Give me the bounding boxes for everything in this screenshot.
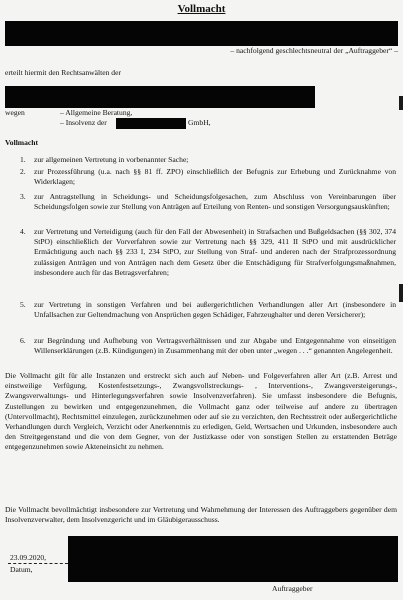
- wegen-item-company-suffix: GmbH,: [188, 118, 211, 127]
- date-label: Datum,: [10, 565, 33, 574]
- list-item-text: zur Prozessführung (u.a. nach §§ 81 ff. ZPO) einschließlich der Befugnis zur Erhebung und Zurücknahme von Widerklagen;: [34, 167, 396, 187]
- document-title: Vollmacht: [177, 3, 226, 15]
- redacted-client-name: [5, 21, 398, 46]
- list-item-text: zur Vertretung und Verteidigung (auch für den Fall der Abwesenheit) in Strafsachen und Bußgeldsachen (§§ 302, 374 StPO) einschließlich der Vorverfahren sowie zur Vertretung nach §§ 329, 411 II StPO und mit ausdrücklicher Ermächtigung auch nach §§ 233 I, 234 StPO, zur Stellung von Straf- und anderen nach der Strafprozessordnung zulässigen Anträgen und von Anträgen nach dem Gesetz über die Entschädigung für Strafverfolgungsmaßnahmen, insbesondere auch für das Betragsverfahren;: [34, 227, 396, 277]
- redacted-company-name: [116, 118, 186, 129]
- list-item-text: zur allgemeinen Vertretung in vorbenannter Sache;: [34, 155, 189, 164]
- list-item-number: 6.: [20, 336, 26, 345]
- list-item-number: 1.: [20, 155, 26, 164]
- list-item: [20, 300, 396, 332]
- list-item: [20, 227, 396, 289]
- list-item: [20, 336, 396, 368]
- list-item-text: zur Antragstellung in Scheidungs- und Scheidungsfolgesachen, zum Abschluss von Vereinbarungen über Scheidungsfolgen sowie zur Stellung von Anträgen auf Erteilung von Renten- und sonstigen Versorgungsauskünften;: [34, 192, 396, 212]
- list-item: [20, 192, 396, 224]
- list-item-text: zur Vertretung in sonstigen Verfahren und bei außergerichtlichen Verhandlungen aller Art (insbesondere in Unfallsachen zur Geltendmachung von Ansprüchen gegen Schädiger, Fahrzeughalter und deren Versicherer);: [34, 300, 396, 320]
- list-item: [20, 167, 396, 189]
- signer-label: Auftraggeber: [272, 584, 313, 593]
- insolvency-paragraph: Die Vollmacht bevollmächtigt insbesondere zur Vertretung und Wahrnehmung der Interessen des Auftraggebers gegenüber dem Insolvenzverwalter, dem Insolvenzgericht und im Gläubigerausschuss.: [5, 505, 397, 525]
- scan-edge-mark: [399, 284, 403, 302]
- redacted-law-firm: [5, 86, 315, 108]
- list-item-number: 4.: [20, 227, 26, 236]
- wegen-item-insolvency: – Insolvenz der: [60, 118, 107, 127]
- list-item-number: 2.: [20, 167, 26, 176]
- grants-line: erteilt hiermit den Rechtsanwälten der: [5, 68, 121, 77]
- client-suffix: – nachfolgend geschlechtsneutral der „Auftraggeber“ –: [230, 46, 398, 55]
- date-line: [8, 563, 68, 564]
- list-item-number: 5.: [20, 300, 26, 309]
- wegen-item-consulting: – Allgemeine Beratung,: [60, 108, 133, 117]
- list-item-text: zur Begründung und Aufhebung von Vertragsverhältnissen und zur Abgabe und Entgegennahme von einseitigen Willenserklärungen (z.B. Kündigungen) in Zusammenhang mit der oben unter „wegen . . .“ genannten Angelegenheit.: [34, 336, 396, 356]
- date-value: 23.09.2020,: [10, 553, 47, 562]
- wegen-label: wegen: [5, 108, 25, 117]
- scan-edge-mark: [399, 96, 403, 110]
- section-label: Vollmacht: [5, 138, 39, 147]
- scope-paragraph: Die Vollmacht gilt für alle Instanzen und erstreckt sich auch auf Neben- und Folgeverfahren aller Art (z.B. Arrest und einstweilige Verfügung, Kostenfestsetzungs-, Zwangsvollstreckungs- , Interventions-, Zwangsversteigerungs-, Zwangsverwaltungs- und Hinterlegungsverfahren sowie Insolvenzverfahren). Sie umfasst insbesondere die Befugnis, Zustellungen zu bewirken und entgegenzunehmen, die Vollmacht ganz oder teilweise auf andere zu übertragen (Untervollmacht), Rechtsmittel einzulegen, zurückzunehmen oder auf sie zu verzichten, den Rechtsstreit oder außergerichtliche Verhandlungen durch Vergleich, Verzicht oder Anerkenntnis zu erledigen, Geld, Wertsachen und Urkunden, insbesondere auch den Streitgegenstand und die von dem Gegner, von der Justizkasse oder von sonstigen Stellen zu erstattenden Beträge entgegenzunehmen sowie Akteneinsicht zu nehmen.: [5, 371, 397, 452]
- redacted-signature-block: [68, 536, 398, 582]
- list-item: [20, 155, 396, 166]
- list-item-number: 3.: [20, 192, 26, 201]
